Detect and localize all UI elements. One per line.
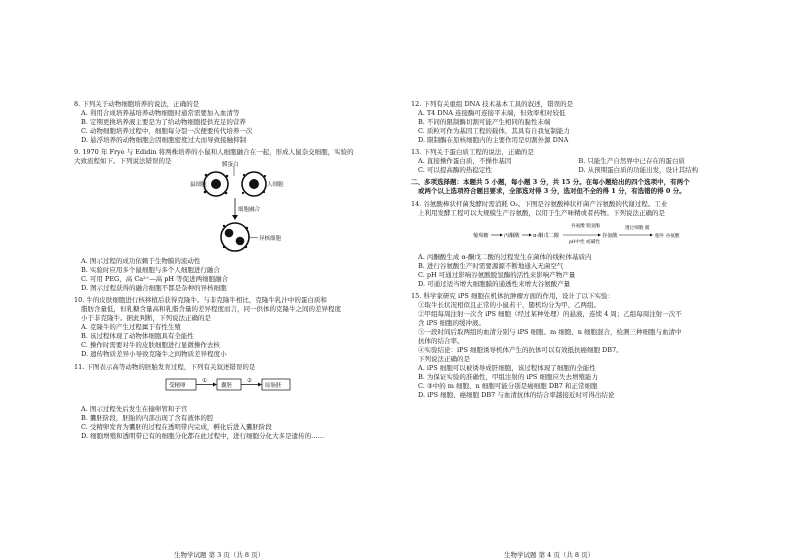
page-footer-right: 生物学试题 第 4 页（共 8 页） <box>504 551 595 559</box>
question-13-option-d: D. 从预期蛋白质的功能出发，设计其结构 <box>578 166 699 175</box>
flow-zygote: 受精卵 <box>169 382 186 389</box>
question-15-stem-line-1: 15. 科学家研究 iPS 细胞在机体抗肿瘤方面的作用，设计了以下实验： <box>411 291 614 300</box>
right-column <box>411 100 739 400</box>
left-column <box>74 100 396 441</box>
question-10-stem-line-3: 小于非克隆牛。据此判断，下列说法正确的是 <box>81 314 211 323</box>
question-13 <box>411 148 739 175</box>
question-15-option-a: A. iPS 细胞可以被诱导成肝细胞，该过程体现了细胞的全能性 <box>418 363 596 372</box>
mouse-cell-nucleus <box>211 179 221 189</box>
hybrid-nucleus-1 <box>225 229 234 238</box>
question-15-stem-line-5: ③一段时间后取两组的血清分别与 iPS 细胞、m 细胞、n 细胞混合，检测三种细胞与血清中 <box>418 327 682 336</box>
section-2-line-1: 二、多项选择题：本题共 5 小题，每小题 3 分，共 15 分。在每小题给出的四个选项中，有两个 <box>411 178 690 187</box>
question-8-option-a: A. 利用合成培养基培养动物细胞时通常需要加入血清等 <box>81 109 240 117</box>
cell-fusion-figure <box>74 162 396 255</box>
pathway-glutamate: 谷氨酸 <box>602 232 618 239</box>
question-14 <box>411 200 739 289</box>
pathway-ph-note: pH中性 或碱性 <box>569 239 600 245</box>
question-8-stem: 8. 下列关于动物细胞培养的说法，正确的是 <box>74 100 200 108</box>
question-10-stem-line-2: 脂肪含量低，但乳糖含量高和乳脂含量的差异程度而言，同一供体的克隆牛之间的差异程度 <box>81 305 341 314</box>
question-10 <box>74 296 396 359</box>
page-right <box>397 0 794 560</box>
question-9-option-b: B. 实验时应用多个鼠细胞与多个人细胞进行融合 <box>81 266 220 275</box>
question-14-stem-line-2: 上利用发酵工程可以大规模生产谷氨酸，以用于生产味精或者药物。下列说法正确的是 <box>418 208 665 217</box>
question-9-option-d: D. 图示过程获得的融合细胞不都是杂种的异核细胞 <box>81 284 227 293</box>
question-14-option-a: A. 丙酮酸生成 α-酮戊二酸的过程发生在菌体的线粒体基质内 <box>418 252 592 261</box>
question-9-stem-line-2: 大致流程如下。下列说法错误的是 <box>74 157 172 166</box>
label-mouse-cell: 鼠细胞 <box>190 182 207 189</box>
question-10-option-c: C. 操作时需要对牛的皮肤细胞进行显微操作去核 <box>81 341 220 350</box>
question-9-stem-line-1: 9. 1970 年 Frye 与 Edidin 将两株培养的小鼠和人细胞融合在一起，形成人鼠杂交细胞，实验的 <box>74 148 354 157</box>
question-15-option-c: C. ③中的 m 细胞、n 细胞可能分别是癌细胞 DB7 和正常细胞 <box>418 381 598 390</box>
pathway-enzyme: 谷氨酸 脱氢酶 <box>571 223 601 229</box>
label-human-cell: 人细胞 <box>267 182 284 189</box>
question-10-option-d: D. 遗传物质差异小导致克隆牛之间物质差异程度小 <box>81 350 227 359</box>
question-12-option-b: B. 不同的限制酶切割可能产生相同的黏性末端 <box>418 118 551 126</box>
hybrid-cell-shape <box>221 223 249 251</box>
human-cell-nucleus <box>249 179 259 189</box>
glutamate-pathway-diagram <box>411 219 739 251</box>
question-8 <box>74 100 396 145</box>
label-hybrid-cell: 异核细胞 <box>259 236 282 243</box>
question-12-option-a: A. T4 DNA 连接酶可连接平末端，但效率相对较低 <box>418 109 566 117</box>
embryo-flow-diagram <box>74 373 396 403</box>
question-12 <box>411 100 739 145</box>
question-13-options-row-1 <box>411 157 739 166</box>
question-13-options-row-2 <box>411 166 739 175</box>
flow-step-2: ② <box>247 377 252 384</box>
question-15-stem-line-2: ①取牛长状况相似且正常的小鼠若干，随机均分为甲、乙两组。 <box>418 300 600 309</box>
flow-blastocyst: 囊胚 <box>221 382 233 389</box>
question-13-stem: 13. 下列关于蛋白质工程的说法，正确的是 <box>411 148 534 157</box>
question-15-stem-line-6: 抗体的结合率。 <box>418 336 464 345</box>
question-15-stem-line-4: 含 iPS 细胞的缓冲液。 <box>418 318 486 327</box>
question-14-option-b: B. 进行谷氨酸生产时需要源源不断地通入无菌空气 <box>418 261 564 270</box>
pathway-enzyme-label-1 <box>571 222 600 229</box>
question-12-stem: 12. 下列有关重组 DNA 技术基本工具的叙述，错误的是 <box>411 100 574 108</box>
question-11-option-a: A. 图示过程先后发生在输卵管和子宫 <box>81 404 188 413</box>
flow-gastrula: 原肠胚 <box>265 382 282 389</box>
question-15-stem-line-8: 下列说法正确的是 <box>418 354 470 363</box>
question-14-stem-line-1: 14. 谷氨酸棒状杆菌发酵时需消耗 O₂。下图是谷氨酸棒状杆菌产谷氨酸的代谢过程。工业 <box>411 199 668 208</box>
question-10-option-a: A. 克隆牛的产生过程属于有性生殖 <box>81 323 181 332</box>
question-8-option-b: B. 定期更换培养液主要是为了给动物细胞提供充足的营养 <box>81 118 246 126</box>
question-11 <box>74 363 396 441</box>
question-9 <box>74 148 396 293</box>
question-9-option-a: A. 图示过程的成功依赖于生物膜的流动性 <box>81 257 201 266</box>
question-15 <box>411 292 739 400</box>
section-2-instructions <box>411 178 739 196</box>
pathway-extracellular: 胞外 谷氨酸 <box>655 233 680 239</box>
question-14-option-d: D. 可通过适当增大细胞膜的通透性来增大谷氨酸产量 <box>418 279 571 288</box>
pathway-pyruvate: 丙酮酸 <box>504 232 520 239</box>
pathway-via-membrane: 透过细胞 膜 <box>625 225 650 231</box>
fusion-arrowhead <box>232 215 238 220</box>
question-8-option-c: C. 动物细胞培养过程中，细胞每分裂一次便要传代培养一次 <box>81 127 253 135</box>
question-13-option-a: A. 直接操作蛋白质，不操作基因 <box>418 157 512 166</box>
question-12-option-c: C. 质粒可作为基因工程的载体，其具有自我复制能力 <box>418 127 570 135</box>
question-11-stem: 11. 下图表示高等动物的胚胎发育过程，下列有关叙述错误的是 <box>74 362 256 371</box>
pathway-ketoglutarate: α-酮戊二酸 <box>533 232 560 239</box>
glutamate-pathway-figure <box>411 219 739 251</box>
question-11-option-d: D. 细胞增殖和透明带已有的细胞分化都在此过程中，进行细胞分化大多是遗传的…… <box>81 431 325 440</box>
question-10-option-b: B. 该过程体现了动物体细胞具有全能性 <box>81 332 194 341</box>
label-fusion: 细胞融合 <box>238 207 261 214</box>
question-13-option-b: B. 只能生产自然界中已存在的蛋白质 <box>578 157 685 166</box>
embryo-flow-figure <box>74 373 396 403</box>
pathway-glucose: 葡萄糖 <box>473 232 489 239</box>
question-15-stem-line-7: ④实验结论：iPS 细胞诱导机体产生的抗体可以有效抵抗癌细胞 DB7。 <box>418 345 623 354</box>
question-14-option-c: C. pH 可通过影响谷氨酸脱氢酶的活性来影响产物产量 <box>418 270 576 279</box>
cell-fusion-diagram <box>74 162 396 255</box>
question-8-option-d: D. 悬浮培养的动物细胞会因细胞密度过大而导致接触抑制 <box>81 136 247 144</box>
question-12-option-d: D. 限制酶在原核细胞内的主要作用是切割外源 DNA <box>418 136 569 144</box>
question-15-option-d: D. iPS 细胞、癌细胞 DB7 与血清抗体的结合率越接近时可得出结论 <box>418 390 615 399</box>
flow-step-1: ① <box>202 377 207 384</box>
question-15-option-b: B. 为保证实验的准确性，甲组注射的 iPS 细胞应失去增殖能力 <box>418 372 598 381</box>
label-membrane-protein: 膜蛋白 <box>222 162 239 169</box>
question-15-stem-line-3: ②甲组每周注射一次含 iPS 细胞（经过某种处理）的悬液，连续 4 周；乙组每周注射一次不 <box>418 309 682 318</box>
section-2-line-2: 或两个以上选项符合题目要求，全部选对得 3 分，选对但不全的得 1 分，有选错的得 0 分。 <box>418 187 686 196</box>
question-11-option-c: C. 受精卵发育为囊胚的过程在透明带内完成，孵化后进入囊胚阶段 <box>81 422 272 431</box>
question-9-option-c: C. 可用 PEG、高 Ca²⁺—高 pH 等促进两细胞融合 <box>81 275 229 284</box>
question-10-stem-line-1: 10. 牛的皮肤细胞进行核移植后获得克隆牛。与非克隆牛相比，克隆牛乳汁中的蛋白质和 <box>74 296 327 305</box>
hybrid-nucleus-2 <box>236 237 245 246</box>
page-footer-left: 生物学试题 第 3 页（共 8 页） <box>174 551 265 559</box>
question-11-option-b: B. 囊胚阶段，胚胎的内部出现了含有液体的腔 <box>81 413 214 422</box>
question-13-option-c: C. 可以提高酶的热稳定性 <box>418 166 492 175</box>
